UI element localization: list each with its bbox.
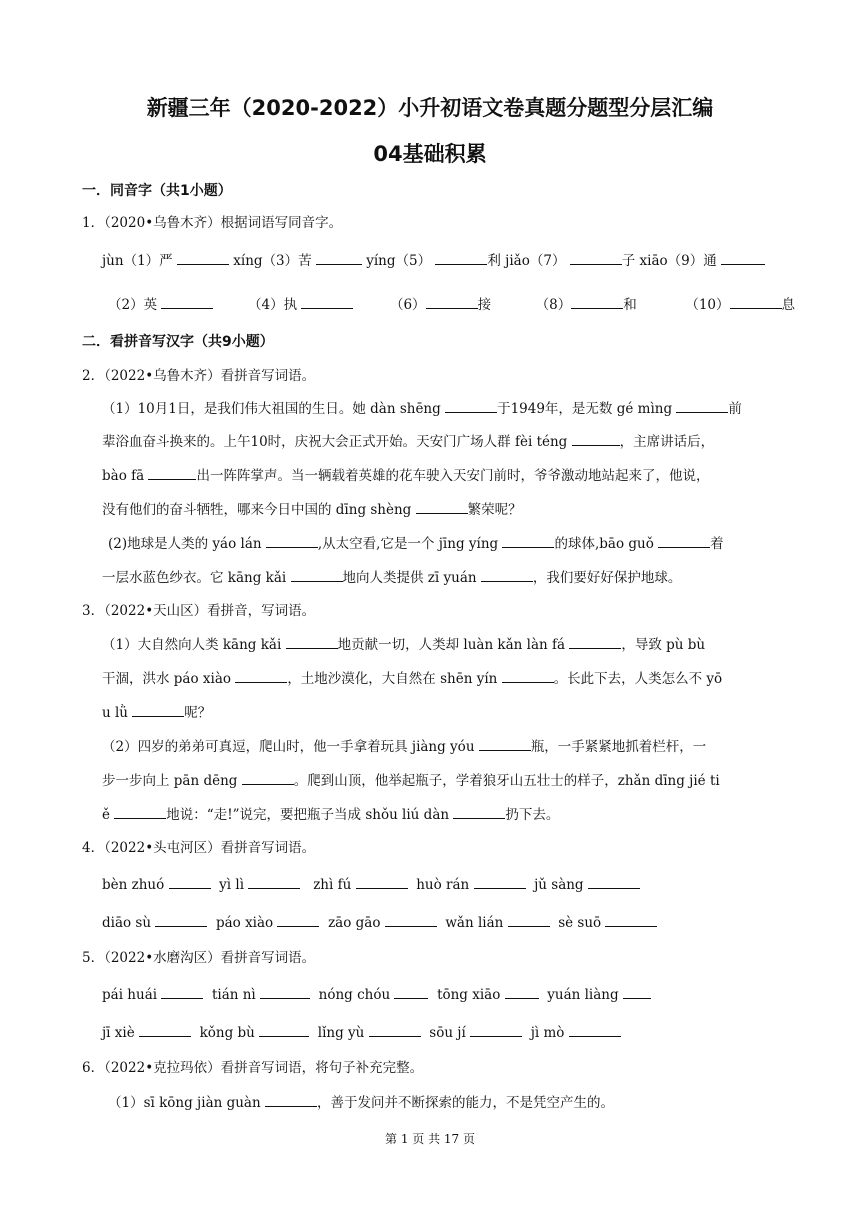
text: tián nì	[211, 987, 256, 1003]
answer-blank[interactable]	[242, 770, 294, 785]
text: （2）四岁的弟弟可真逗，爬山时，他一手拿着玩具 jiàng yóu	[102, 739, 475, 755]
answer-blank[interactable]	[259, 1022, 309, 1037]
answer-blank[interactable]	[730, 294, 782, 309]
answer-blank[interactable]	[385, 912, 437, 927]
answer-blank[interactable]	[508, 912, 550, 927]
answer-blank[interactable]	[161, 984, 203, 999]
section-heading-pinyin: 二．看拼音写汉字（共9小题）	[82, 334, 274, 350]
text: 。长此下去，人类怎么不 yō	[553, 671, 723, 687]
text: 着	[710, 536, 724, 552]
text: nóng chóu	[318, 987, 391, 1003]
question-4-row-1	[102, 874, 640, 895]
text: 和	[623, 297, 637, 313]
answer-blank[interactable]	[235, 668, 287, 683]
question-3-stem: 3．（2022•天山区）看拼音，写词语。	[82, 603, 316, 619]
text: zāo gāo	[328, 915, 381, 931]
question-1-stem: 1．（2020•乌鲁木齐）根据词语写同音字。	[82, 215, 343, 231]
text: 出一阵阵掌声。当一辆载着英雄的花车驶入天安门前时，爷爷激动地站起来了，他说，	[196, 468, 710, 484]
question-2-line	[102, 567, 681, 588]
text: 瓶，一手紧紧地抓着栏杆，一	[530, 739, 707, 755]
text: ，导致 pù bù	[621, 637, 706, 653]
text: ，善于发问并不断探索的能力，不是凭空产生的。	[316, 1095, 614, 1111]
text: bèn zhuó	[102, 877, 165, 893]
answer-blank[interactable]	[291, 567, 343, 582]
answer-blank[interactable]	[114, 804, 166, 819]
text: （1）sī kōng jiàn guàn	[108, 1095, 261, 1111]
text: yíng（5）	[366, 253, 432, 269]
text: （6）	[389, 297, 426, 313]
question-4-row-2	[102, 912, 657, 933]
text: páo xiào	[215, 915, 274, 931]
answer-blank[interactable]	[260, 984, 310, 999]
text: zhì fú	[313, 877, 352, 893]
question-4-stem: 4．（2022•头屯河区）看拼音写词语。	[82, 840, 316, 856]
text: 繁荣呢？	[467, 502, 522, 518]
question-3-line	[102, 668, 722, 689]
answer-blank[interactable]	[148, 465, 196, 480]
text: u lǜ	[102, 705, 128, 721]
text: 接	[477, 297, 492, 313]
text: 呢？	[184, 705, 212, 721]
answer-blank[interactable]	[356, 874, 408, 889]
answer-blank[interactable]	[569, 1022, 621, 1037]
text: （1）大自然向人类 kāng kǎi	[102, 637, 282, 653]
text: huò rán	[416, 877, 470, 893]
answer-blank[interactable]	[177, 250, 229, 265]
text: tōng xiāo	[437, 987, 501, 1003]
text: yì lì	[219, 877, 245, 893]
answer-blank[interactable]	[470, 1022, 522, 1037]
answer-blank[interactable]	[605, 912, 657, 927]
answer-blank[interactable]	[435, 250, 487, 265]
answer-blank[interactable]	[394, 984, 428, 999]
answer-blank[interactable]	[505, 984, 539, 999]
answer-blank[interactable]	[169, 874, 211, 889]
text: 。爬到山顶，他举起瓶子，学着狼牙山五壮士的样子，zhǎn dīng jié ti	[293, 773, 720, 789]
question-3-line	[102, 634, 705, 655]
answer-blank[interactable]	[481, 567, 533, 582]
answer-blank[interactable]	[301, 294, 353, 309]
answer-blank[interactable]	[445, 398, 497, 413]
text: ,从太空看,它是一个 jīng yíng	[317, 536, 499, 552]
text: 没有他们的奋斗牺牲，哪来今日中国的 dīng shèng	[102, 502, 412, 518]
document-title: 新疆三年（2020-2022）小升初语文卷真题分题型分层汇编	[146, 96, 714, 120]
answer-blank[interactable]	[248, 874, 300, 889]
question-1-row-2	[108, 294, 795, 315]
answer-blank[interactable]	[316, 250, 362, 265]
text: 地向人类提供 zī yuán	[342, 570, 477, 586]
text: （1）10月1日，是我们伟大祖国的生日。她 dàn shēng	[102, 401, 441, 417]
text: ，我们要好好保护地球。	[532, 570, 682, 586]
question-2-line	[102, 431, 714, 452]
text: 前	[728, 401, 742, 417]
question-6-stem: 6．（2022•克拉玛依）看拼音写词语，将句子补充完整。	[82, 1060, 424, 1076]
text: pái huái	[102, 987, 158, 1003]
answer-blank[interactable]	[572, 431, 620, 446]
text: 子 xiāo（9）通	[621, 253, 717, 269]
answer-blank[interactable]	[570, 250, 622, 265]
answer-blank[interactable]	[161, 294, 213, 309]
question-3-line	[102, 804, 559, 825]
question-2-line	[102, 465, 709, 486]
question-5-row-1	[102, 984, 651, 1005]
text: 息	[781, 297, 796, 313]
question-5-row-2	[102, 1022, 621, 1043]
answer-blank[interactable]	[569, 634, 621, 649]
answer-blank[interactable]	[588, 874, 640, 889]
text: sè suō	[558, 915, 602, 931]
text: lǐng yù	[317, 1025, 365, 1041]
text: jī xiè	[102, 1025, 135, 1041]
text: 地说：“走!”说完，要把瓶子当成 shǒu liú dàn	[166, 807, 450, 823]
text: 辈浴血奋斗换来的。上午10时，庆祝大会正式开始。天安门广场人群 fèi téng	[102, 434, 568, 450]
text: 利 jiǎo（7）	[487, 253, 566, 269]
answer-blank[interactable]	[277, 912, 319, 927]
answer-blank[interactable]	[571, 294, 623, 309]
text: 干涸，洪水 páo xiào	[102, 671, 232, 687]
question-3-line	[102, 770, 720, 791]
answer-blank[interactable]	[474, 874, 526, 889]
text: ，土地沙漠化，大自然在 shēn yín	[287, 671, 498, 687]
text: sōu jí	[429, 1025, 466, 1041]
question-1-row-1	[102, 250, 765, 271]
text: 扔下去。	[505, 807, 560, 823]
answer-blank[interactable]	[155, 912, 207, 927]
page-footer: 第 1 页 共 17 页	[385, 1132, 475, 1146]
text: 的球体,bāo guǒ	[554, 536, 654, 552]
answer-blank[interactable]	[426, 294, 478, 309]
answer-blank[interactable]	[369, 1022, 421, 1037]
question-3-line	[102, 736, 706, 757]
text: (2)地球是人类的 yáo lán	[108, 536, 262, 552]
text: jùn（1）严	[102, 253, 173, 269]
question-5-stem: 5．（2022•水磨沟区）看拼音写词语。	[82, 950, 316, 966]
text: bào fā	[102, 468, 145, 484]
text: xíng（3）苦	[233, 253, 312, 269]
text: （10）	[685, 297, 730, 313]
text: wǎn lián	[445, 915, 504, 931]
text: 地贡献一切，人类却 luàn kǎn làn fá	[337, 637, 566, 653]
answer-blank[interactable]	[139, 1022, 191, 1037]
text: 于1949年，是无数 gé mìng	[497, 401, 673, 417]
question-2-line	[102, 398, 742, 419]
answer-blank[interactable]	[658, 533, 710, 548]
question-3-line	[102, 702, 211, 723]
document-subtitle: 04基础积累	[373, 142, 487, 166]
text: （2）英	[108, 297, 158, 313]
text: 步一步向上 pān dēng	[102, 773, 238, 789]
text: jǔ sàng	[534, 877, 584, 893]
text: diāo sù	[102, 915, 152, 931]
answer-blank[interactable]	[676, 398, 728, 413]
text: jì mò	[530, 1025, 565, 1041]
text: yuán liàng	[547, 987, 619, 1003]
answer-blank[interactable]	[286, 634, 338, 649]
answer-blank[interactable]	[265, 1092, 317, 1107]
question-2-line	[108, 533, 724, 554]
answer-blank[interactable]	[266, 533, 318, 548]
answer-blank[interactable]	[721, 250, 765, 265]
question-6-line	[108, 1092, 614, 1113]
question-2-line	[102, 499, 522, 520]
answer-blank[interactable]	[453, 804, 505, 819]
text: ，主席讲话后，	[619, 434, 715, 450]
text: （4）执	[247, 297, 298, 313]
answer-blank[interactable]	[479, 736, 531, 751]
answer-blank[interactable]	[502, 533, 554, 548]
question-2-stem: 2．（2022•乌鲁木齐）看拼音写词语。	[82, 368, 316, 384]
text: kǒng bù	[199, 1025, 255, 1041]
section-heading-homophones: 一．同音字（共1小题）	[82, 183, 232, 199]
text: ě	[102, 807, 110, 823]
text: 一层水蓝色纱衣。它 kāng kǎi	[102, 570, 287, 586]
answer-blank[interactable]	[623, 984, 651, 999]
text: （8）	[535, 297, 572, 313]
answer-blank[interactable]	[502, 668, 554, 683]
answer-blank[interactable]	[132, 702, 184, 717]
answer-blank[interactable]	[416, 499, 468, 514]
